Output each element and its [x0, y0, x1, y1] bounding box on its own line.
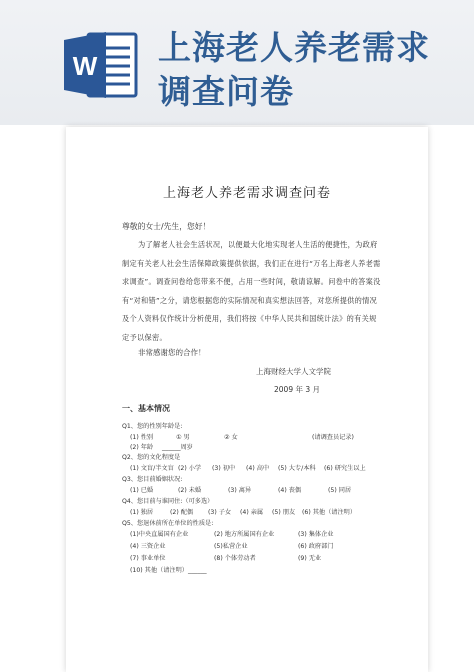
section-heading: 一、基本情况: [122, 404, 170, 413]
q1-age-label: (2) 年龄: [130, 444, 154, 451]
q3-option-2[interactable]: (2) 未婚: [178, 487, 202, 494]
q5-option-10[interactable]: (10) 其他（请注明）______: [130, 567, 207, 574]
q5-option-3[interactable]: (3) 集体企业: [298, 531, 334, 538]
q4-option-4[interactable]: (4) 亲属: [240, 509, 264, 516]
q2-option-6[interactable]: (6) 研究生以上: [324, 465, 366, 472]
signature-date: 2009 年 3 月: [274, 385, 321, 394]
header-title: [158, 26, 458, 114]
q5-option-5[interactable]: (5)私营企业: [214, 543, 248, 550]
q1-age-field[interactable]: ______周岁: [162, 444, 193, 451]
q5-option-7[interactable]: (7) 事业单位: [130, 555, 166, 562]
q5-option-4[interactable]: (4) 三资企业: [130, 543, 166, 550]
header-title-line1: 上海老人养老需求: [158, 28, 430, 67]
q3-option-4[interactable]: (4) 丧偶: [278, 487, 302, 494]
q3-option-5[interactable]: (5) 同居: [328, 487, 352, 494]
q5-option-8[interactable]: (8) 个体劳动者: [214, 555, 256, 562]
thanks-line: 非常感谢您的合作！: [138, 348, 206, 357]
word-document-icon: [62, 30, 140, 100]
q1-option-male[interactable]: ① 男: [176, 434, 190, 441]
question-q1: Q1、您的性别年龄是:: [122, 423, 183, 430]
question-q4: Q4、您目前与谁同住:（可多选）: [122, 498, 214, 505]
q3-option-3[interactable]: (3) 离异: [228, 487, 252, 494]
q2-option-4[interactable]: (4) 高中: [246, 465, 270, 472]
q1-option-female[interactable]: ② 女: [224, 434, 238, 441]
question-q5: Q5、您退休前所在单位的性质是:: [122, 520, 214, 527]
intro-paragraph: 为了解老人社会生活状况，以便最大化地实现老人生活的便捷性，为政府制定有关老人社会生活保障政策提供依据，我们正在进行“万名上海老人养老需求调查”。调查问卷给您带来不便，占用一些时间，敬请谅解。问卷中的答案没有“对和错”之分，请您根据您的实际情况和真实想法回答，对您所提供的情况及个人资料仅作统计分析使用，我们将按《中华人民共和国统计法》的有关规定予以保密。: [122, 240, 381, 342]
q5-option-6[interactable]: (6) 政府部门: [298, 543, 334, 550]
header-title-line2: 调查问卷: [158, 72, 294, 111]
word-icon-letter: W: [72, 51, 98, 81]
q4-option-3[interactable]: (3) 子女: [208, 509, 232, 516]
q1-note: (请调查员记录): [312, 434, 354, 441]
q5-option-2[interactable]: (2) 地方所属国有企业: [214, 531, 275, 538]
q4-option-2[interactable]: (2) 配偶: [170, 509, 194, 516]
q3-option-1[interactable]: (1) 已婚: [130, 487, 154, 494]
question-q3: Q3、您目前婚姻状况:: [122, 476, 183, 483]
q4-option-6[interactable]: (6) 其他（请注明）: [302, 509, 357, 516]
document-title: 上海老人养老需求调查问卷: [162, 186, 331, 201]
q2-option-5[interactable]: (5) 大专/本科: [278, 465, 316, 472]
q4-option-5[interactable]: (5) 朋友: [272, 509, 296, 516]
q2-option-1[interactable]: (1) 文盲/半文盲: [130, 465, 174, 472]
q4-option-1[interactable]: (1) 独居: [130, 509, 154, 516]
document-page: [66, 127, 428, 672]
q5-option-9[interactable]: (9) 无业: [298, 555, 322, 562]
q1-gender-label: (1) 性别: [130, 434, 154, 441]
question-q2: Q2、您的文化程度是: [122, 454, 181, 461]
q2-option-3[interactable]: (3) 初中: [212, 465, 236, 472]
greeting: 尊敬的女士/先生，您好！: [122, 222, 211, 231]
signature-org: 上海财经大学人文学院: [256, 367, 331, 376]
q2-option-2[interactable]: (2) 小学: [178, 465, 202, 472]
q5-option-1[interactable]: (1)中央直属国有企业: [130, 531, 189, 538]
